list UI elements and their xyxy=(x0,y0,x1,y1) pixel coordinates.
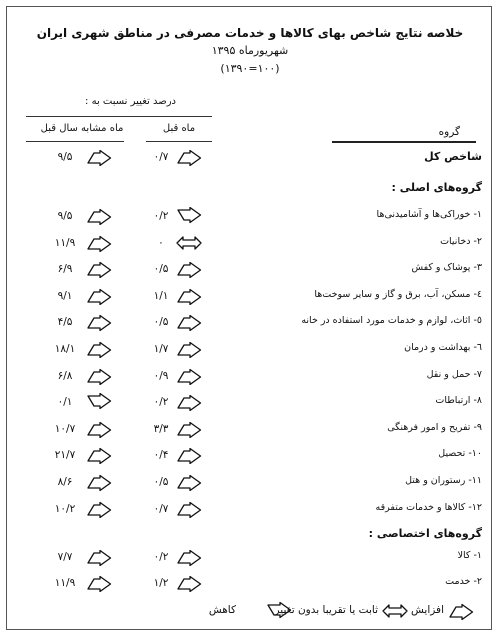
row-special-1-prev-month-up-icon xyxy=(176,548,202,566)
row-main-1-label: ۱- خوراکی‌ها و آشامیدنی‌ها xyxy=(376,209,482,220)
row-main-10-label: ۱۰- تحصیل xyxy=(438,448,482,460)
row-main-4-prev-year-value: ۹/۱ xyxy=(57,289,73,302)
row-main-1-prev-month-down-icon xyxy=(176,207,202,225)
row-main-7-prev-month-up-icon xyxy=(176,367,202,385)
row-special-2-prev-month-up-icon xyxy=(176,574,202,592)
row-main-12-prev-year-up-icon xyxy=(86,500,112,518)
row-main-9-prev-year-value: ۱۰/۷ xyxy=(54,422,76,435)
row-main-3-prev-year-value: ۶/۹ xyxy=(57,263,73,276)
row-main-5-prev-month-value: ۰/۵ xyxy=(153,316,169,329)
row-main-6-prev-year-value: ۱۸/۱ xyxy=(54,343,76,355)
row-main-5-prev-year-value: ۴/۵ xyxy=(57,316,73,329)
base-year: (۱۰۰=۱۳۹۰) xyxy=(220,62,280,75)
row-main-10-prev-year-value: ۲۱/۷ xyxy=(54,449,76,462)
row-overall-prev-month-up-icon xyxy=(176,148,202,166)
row-main-2-label: ۲- دخانیات xyxy=(440,235,482,247)
row-main-1-prev-month-value: ۰/۲ xyxy=(153,210,169,222)
row-main-2-prev-year-value: ۱۱/۹ xyxy=(54,236,76,249)
row-main-12-prev-year-value: ۱۰/۲ xyxy=(54,502,76,515)
row-main-4-prev-year-up-icon xyxy=(86,287,112,305)
row-special-2-prev-year-up-icon xyxy=(86,574,112,592)
row-main-10-prev-month-up-icon xyxy=(176,446,202,464)
row-special-1-prev-month-value: ۰/۲ xyxy=(153,551,169,563)
row-main-12-label: ۱۲- کالاها و خدمات متفرقه xyxy=(375,501,482,513)
row-special-1-prev-year-value: ۷/۷ xyxy=(57,551,73,563)
row-main-2-prev-month-value: ۰ xyxy=(158,236,164,249)
row-main-8-prev-month-value: ۰/۲ xyxy=(153,396,169,409)
row-main-5-prev-month-up-icon xyxy=(176,313,202,331)
document-title: خلاصه نتایج شاخص بهای کالاها و خدمات مصرفی در مناطق شهری ایران xyxy=(36,26,464,40)
row-special-2-prev-year-value: ۱۱/۹ xyxy=(54,577,76,589)
row-main-10-prev-month-value: ۰/۴ xyxy=(153,449,169,462)
row-main-3-prev-year-up-icon xyxy=(86,260,112,278)
row-main-7-prev-year-up-icon xyxy=(86,367,112,385)
row-main-1-prev-year-value: ۹/۵ xyxy=(57,210,73,222)
row-main-4-prev-month-up-icon xyxy=(176,287,202,305)
legend-no-change: ثابت یا تقریبا بدون تغییر xyxy=(274,604,378,616)
row-main-7-label: ۷- حمل و نقل xyxy=(426,368,482,380)
row-special-2-prev-month-value: ۱/۲ xyxy=(153,577,169,589)
row-overall-label: شاخص کل xyxy=(424,150,482,163)
row-main-9-prev-month-up-icon xyxy=(176,420,202,438)
row-overall-prev-month-value: ۰/۷ xyxy=(153,151,169,163)
legend-decrease: کاهش xyxy=(208,604,236,616)
section-special-groups: گروه‌های اختصاصی : xyxy=(368,527,482,540)
row-special-1-prev-year-up-icon xyxy=(86,548,112,566)
row-main-11-prev-month-value: ۰/۵ xyxy=(153,476,169,488)
row-main-7-prev-month-value: ۰/۹ xyxy=(153,369,169,382)
row-main-11-prev-year-value: ۸/۶ xyxy=(57,476,73,488)
col-header-prev-month: ماه قبل xyxy=(162,123,196,134)
row-main-5-prev-year-up-icon xyxy=(86,313,112,331)
increase-icon xyxy=(448,602,474,620)
row-main-6-label: ٦- بهداشت و درمان xyxy=(404,342,482,353)
row-main-11-label: ۱۱- رستوران و هتل xyxy=(405,475,482,486)
row-main-6-prev-month-up-icon xyxy=(176,340,202,358)
row-overall-prev-year-value: ۹/۵ xyxy=(57,151,73,163)
row-main-4-prev-month-value: ۱/۱ xyxy=(153,289,169,302)
row-main-8-label: ۸- ارتباطات xyxy=(435,395,482,407)
row-main-8-prev-year-down-icon xyxy=(86,393,112,411)
prev-year-rule xyxy=(26,141,124,142)
report-period: شهریورماه ۱۳۹۵ xyxy=(211,44,289,57)
section-main-groups: گروه‌های اصلی : xyxy=(391,181,482,194)
row-main-8-prev-month-up-icon xyxy=(176,393,202,411)
decrease-icon xyxy=(266,602,292,620)
row-special-2-label: ۲- خدمت xyxy=(445,576,482,587)
col-header-prev-year: ماه مشابه سال قبل xyxy=(40,123,124,134)
row-main-3-prev-month-value: ۰/۵ xyxy=(153,263,169,276)
row-main-5-label: ٥- اثاث، لوازم و خدمات مورد استفاده در خانه xyxy=(301,315,482,327)
group-rule xyxy=(332,141,476,143)
row-main-3-label: ۳- پوشاک و کفش xyxy=(411,262,482,274)
header-top-rule xyxy=(26,116,212,117)
row-main-7-prev-year-value: ۶/۸ xyxy=(57,369,73,382)
row-main-9-label: ۹- تفریح و امور فرهنگی xyxy=(387,421,482,433)
row-main-11-prev-month-up-icon xyxy=(176,473,202,491)
row-main-12-prev-month-up-icon xyxy=(176,500,202,518)
row-main-10-prev-year-up-icon xyxy=(86,446,112,464)
prev-month-rule xyxy=(146,141,212,142)
col-header-group: گروه xyxy=(438,126,460,138)
row-main-6-prev-year-up-icon xyxy=(86,340,112,358)
row-main-9-prev-year-up-icon xyxy=(86,420,112,438)
row-main-2-prev-month-flat-icon xyxy=(176,234,202,252)
row-main-1-prev-year-up-icon xyxy=(86,207,112,225)
row-main-3-prev-month-up-icon xyxy=(176,260,202,278)
change-caption: درصد تغییر نسبت به : xyxy=(85,96,176,107)
row-overall-prev-year-up-icon xyxy=(86,148,112,166)
row-special-1-label: ۱- کالا xyxy=(457,550,482,561)
row-main-11-prev-year-up-icon xyxy=(86,473,112,491)
row-main-12-prev-month-value: ۰/۷ xyxy=(153,502,169,515)
row-main-9-prev-month-value: ۳/۳ xyxy=(153,422,169,435)
row-main-8-prev-year-value: ۰/۱ xyxy=(57,396,73,409)
row-main-2-prev-year-up-icon xyxy=(86,234,112,252)
legend-increase: افزایش xyxy=(411,604,444,616)
no-change-icon xyxy=(382,602,408,620)
row-main-4-label: ٤- مسکن، آب، برق و گاز و سایر سوخت‌ها xyxy=(314,288,482,300)
row-main-6-prev-month-value: ۱/۷ xyxy=(153,343,169,355)
